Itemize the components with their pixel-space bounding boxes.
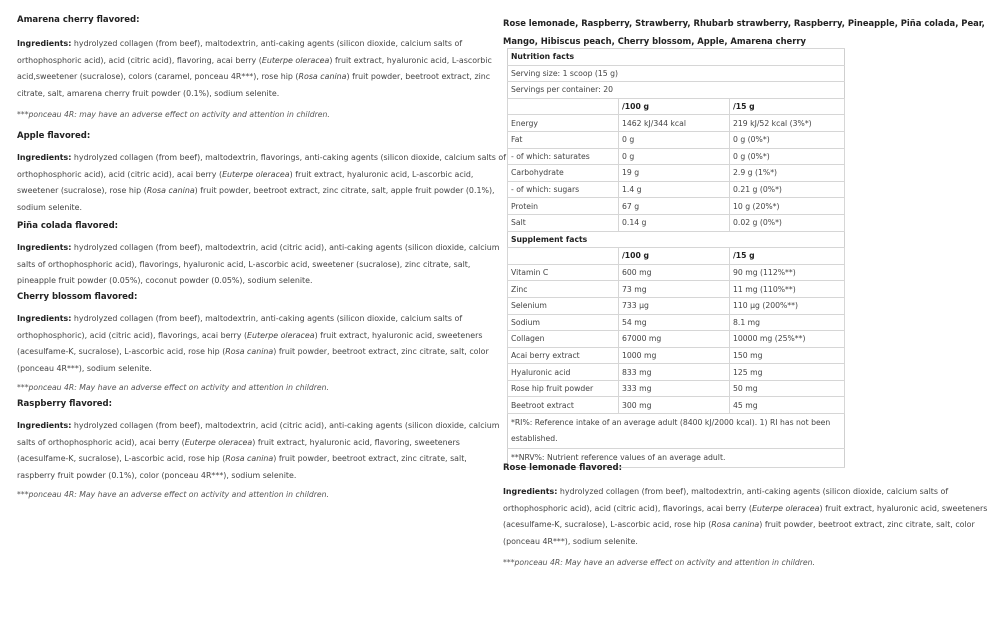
apple-ingredients: Ingredients: hydrolyzed collagen (from beef), maltodextrin, flavorings, anti-caking agents (silicon dioxide, calcium salts of orthophosphoric acid), acid (citric acid), acai berry (Euterpe oleracea) fruit extract, hyaluronic acid, L-ascorbic acid, sweetener (sucralose), rose hip (Rosa canina) fruit powder, beetroot extract, zinc citrate, salt, apple fruit powder (0.1%), sodium selenite. [17, 153, 506, 212]
ingredients-label: Ingredients: [17, 421, 72, 430]
table-row: Zinc 73 mg 11 mg (110%**) [508, 281, 845, 298]
raspberry-title: Raspberry flavored: [17, 399, 113, 409]
table-row: Beetroot extract 300 mg 45 mg [508, 397, 845, 414]
nutrition-header-blank [508, 98, 619, 115]
nutrition-table [507, 48, 845, 468]
ingredients-label: Ingredients: [17, 314, 72, 323]
raspberry-ingredients: Ingredients: hydrolyzed collagen (from beef), maltodextrin, acid (citric acid), anti-caking agents (silicon dioxide, calcium salts of orthophosphoric acid), acai berry (Euterpe oleracea) fruit extract, hyaluronic acid, flavoring, sweeteners (acesulfame-K, sucralose), L-ascorbic acid, rose hip (Rosa canina) fruit powder, beetroot extract, zinc citrate, salt, raspberry fruit powder (0.1%), color (ponceau 4R***), sodium selenite. [17, 421, 500, 480]
servings-per-container: Servings per container: 20 [508, 82, 845, 99]
table-row: - of which: sugars 1.4 g 0.21 g (0%*) [508, 181, 845, 198]
table-row: Sodium 54 mg 8.1 mg [508, 314, 845, 331]
amarena-note: ***ponceau 4R: may have an adverse effect on activity and attention in children. [17, 110, 330, 119]
cherry-blossom-title: Cherry blossom flavored: [17, 292, 138, 302]
table-row: Protein 67 g 10 g (20%*) [508, 198, 845, 215]
table-row: Collagen 67000 mg 10000 mg (25%**) [508, 331, 845, 348]
nutrition-title: Nutrition facts [508, 49, 845, 66]
supplement-header-blank [508, 248, 619, 265]
pina-colada-ingredients: Ingredients: hydrolyzed collagen (from beef), maltodextrin, acid (citric acid), anti-caking agents (silicon dioxide, calcium salts of orthophosphoric acid), flavorings, hyaluronic acid, L-ascorbic acid, sweetener (sucralose), zinc citrate, salt, pineapple fruit powder (0.05%), coconut powder (0.05%), sodium selenite. [17, 243, 500, 285]
right-column [503, 14, 993, 567]
amarena-section [17, 14, 507, 122]
supplement-header-100g: /100 g [619, 248, 730, 265]
pina-colada-title: Piña colada flavored: [17, 221, 119, 231]
footnote-ri: *RI%: Reference intake of an average adult (8400 kJ/2000 kcal). 1) RI has not been established. [508, 414, 845, 449]
ingredients-label: Ingredients: [17, 243, 72, 252]
table-row: Acai berry extract 1000 mg 150 mg [508, 347, 845, 364]
ingredients-label: Ingredients: [17, 153, 72, 162]
serving-size: Serving size: 1 scoop (15 g) [508, 65, 845, 82]
amarena-ingredients: Ingredients: hydrolyzed collagen (from beef), maltodextrin, anti-caking agents (silicon dioxide, calcium salts of orthophosphoric acid), acid (citric acid), flavoring, acai berry (Euterpe oleracea) fruit extract, hyaluronic acid, L-ascorbic acid,sweetener (sucralose), colors (caramel, ponceau 4R***), rose hip (Rosa canina) fruit powder, beetroot extract, zinc citrate, salt, amarena cherry fruit powder (0.1%), sodium selenite. [17, 39, 492, 98]
pina-colada-section [17, 220, 507, 290]
table-row: - of which: saturates 0 g 0 g (0%*) [508, 148, 845, 165]
table-row: Carbohydrate 19 g 2.9 g (1%*) [508, 165, 845, 182]
table-row: Rose hip fruit powder 333 mg 50 mg [508, 380, 845, 397]
table-row: Salt 0.14 g 0.02 g (0%*) [508, 214, 845, 231]
apple-title: Apple flavored: [17, 131, 91, 141]
ingredients-label: Ingredients: [503, 487, 558, 496]
raspberry-section [17, 398, 507, 502]
table-row: Energy 1462 kJ/344 kcal 219 kJ/52 kcal (3%*) [508, 115, 845, 132]
nutrition-header-15g: /15 g [730, 98, 845, 115]
rose-lemonade-title: Rose lemonade flavored: [503, 463, 622, 473]
cherry-blossom-section [17, 291, 507, 395]
ingredients-label: Ingredients: [17, 39, 72, 48]
supplement-header-15g: /15 g [730, 248, 845, 265]
nutrition-header-100g: /100 g [619, 98, 730, 115]
cherry-blossom-note: ***ponceau 4R: May have an adverse effect on activity and attention in children. [17, 383, 329, 392]
table-row: Hyaluronic acid 833 mg 125 mg [508, 364, 845, 381]
rose-lemonade-section [503, 462, 993, 570]
cherry-blossom-ingredients: Ingredients: hydrolyzed collagen (from beef), maltodextrin, anti-caking agents (silicon dioxide, calcium salts of orthophosphoric), acid (citric acid), flavorings, acai berry (Euterpe oleracea) fruit extract, hyaluronic acid, sweeteners (acesulfame-K, sucralose), L-ascorbic acid, rose hip (Rosa canina) fruit powder, beetroot extract, zinc citrate, salt, color (ponceau 4R***), sodium selenite. [17, 314, 489, 373]
rose-lemonade-ingredients: Ingredients: hydrolyzed collagen (from beef), maltodextrin, anti-caking agents (silicon dioxide, calcium salts of orthophosphoric acid), acid (citric acid), flavorings, acai berry (Euterpe oleracea) fruit extract, hyaluronic acid, sweeteners (acesulfame-K, sucralose), L-ascorbic acid, rose hip (Rosa canina) fruit powder, beetroot extract, zinc citrate, salt, color (ponceau 4R***), sodium selenite. [503, 487, 988, 546]
raspberry-note: ***ponceau 4R: May have an adverse effect on activity and attention in children. [17, 490, 329, 499]
table-row: Fat 0 g 0 g (0%*) [508, 131, 845, 148]
amarena-title: Amarena cherry flavored: [17, 15, 140, 25]
rose-lemonade-note: ***ponceau 4R: May have an adverse effect on activity and attention in children. [503, 558, 815, 567]
supplement-title: Supplement facts [508, 231, 845, 248]
table-row: Selenium 733 μg 110 μg (200%**) [508, 297, 845, 314]
apple-section [17, 130, 507, 216]
table-row: Vitamin C 600 mg 90 mg (112%**) [508, 264, 845, 281]
flavor-list: Rose lemonade, Raspberry, Strawberry, Rhubarb strawberry, Raspberry, Pineapple, Piña colada, Pear, Mango, Hibiscus peach, Cherry blossom, Apple, Amarena cherry [503, 18, 985, 46]
footnote-nrv: **NRV%: Nutrient reference values of an average adult. [508, 449, 845, 468]
